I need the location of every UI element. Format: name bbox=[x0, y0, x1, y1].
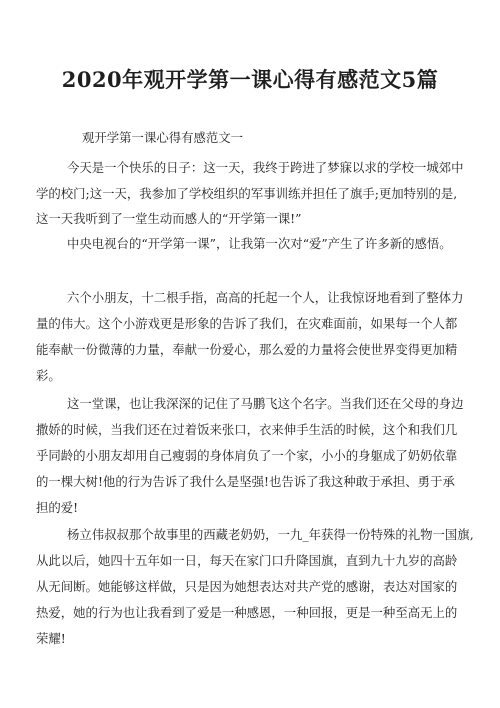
paragraph-line: 能奉献一份微薄的力量，奉献一份爱心，那么爱的力量将会使世界变得更加精 bbox=[36, 342, 458, 357]
paragraph-line: 热爱，她的行为也让我看到了爱是一种感恩，一种回报，更是一种至高无上的 bbox=[36, 605, 458, 620]
paragraph-line: 的一棵大树!他的行为告诉了我什么是坚强!也告诉了我这种敢于承担、勇于承 bbox=[36, 474, 455, 489]
paragraph-line: 这一天我听到了一堂生动而感人的“开学第一课!” bbox=[36, 211, 302, 226]
paragraph-line: 彩。 bbox=[36, 368, 61, 383]
paragraph-line: 今天是一个快乐的日子：这一天，我终于跨进了梦寐以求的学校一城郊中 bbox=[67, 160, 464, 175]
paragraph-line: 乎同龄的小朋友却用自己瘦弱的身体肩负了一个家，小小的身躯成了奶奶依靠 bbox=[36, 448, 458, 463]
paragraph-line: 撒娇的时候，当我们还在过着饭来张口，衣来伸手生活的时候，这个和我们几 bbox=[36, 422, 458, 437]
paragraph-line: 担的爱! bbox=[36, 500, 79, 515]
paragraph-line: 学的校门;这一天，我参加了学校组织的军事训练并担任了旗手;更加特别的是, bbox=[36, 186, 458, 201]
paragraph-line: 荣耀! bbox=[36, 631, 66, 646]
paragraph-line: 杨立伟叔叔那个故事里的西藏老奶奶，一九_年获得一份特殊的礼物一国旗, bbox=[67, 527, 474, 542]
section-heading: 观开学第一课心得有感范文一 bbox=[82, 130, 244, 145]
paragraph-line: 从无间断。她能够这样做，只是因为她想表达对共产党的感谢，表达对国家的 bbox=[36, 579, 458, 594]
paragraph-line: 量的伟大。这个小游戏更是形象的告诉了我们，在灾难面前，如果每一个人都 bbox=[36, 316, 458, 331]
document-title: 2020年观开学第一课心得有感范文5篇 bbox=[61, 67, 439, 92]
paragraph-line: 这一堂课，也让我深深的记住了马鹏飞这个名字。当我们还在父母的身边 bbox=[67, 396, 464, 411]
paragraph-line: 中央电视台的“开学第一课”，让我第一次对“爱”产生了许多新的感悟。 bbox=[67, 236, 452, 251]
paragraph-line: 六个小朋友，十二根手指，高高的托起一个人，让我惊讶地看到了整体力 bbox=[67, 290, 464, 305]
paragraph-line: 从此以后，她四十五年如一日，每天在家门口升降国旗，直到九十九岁的高龄 bbox=[36, 553, 458, 568]
